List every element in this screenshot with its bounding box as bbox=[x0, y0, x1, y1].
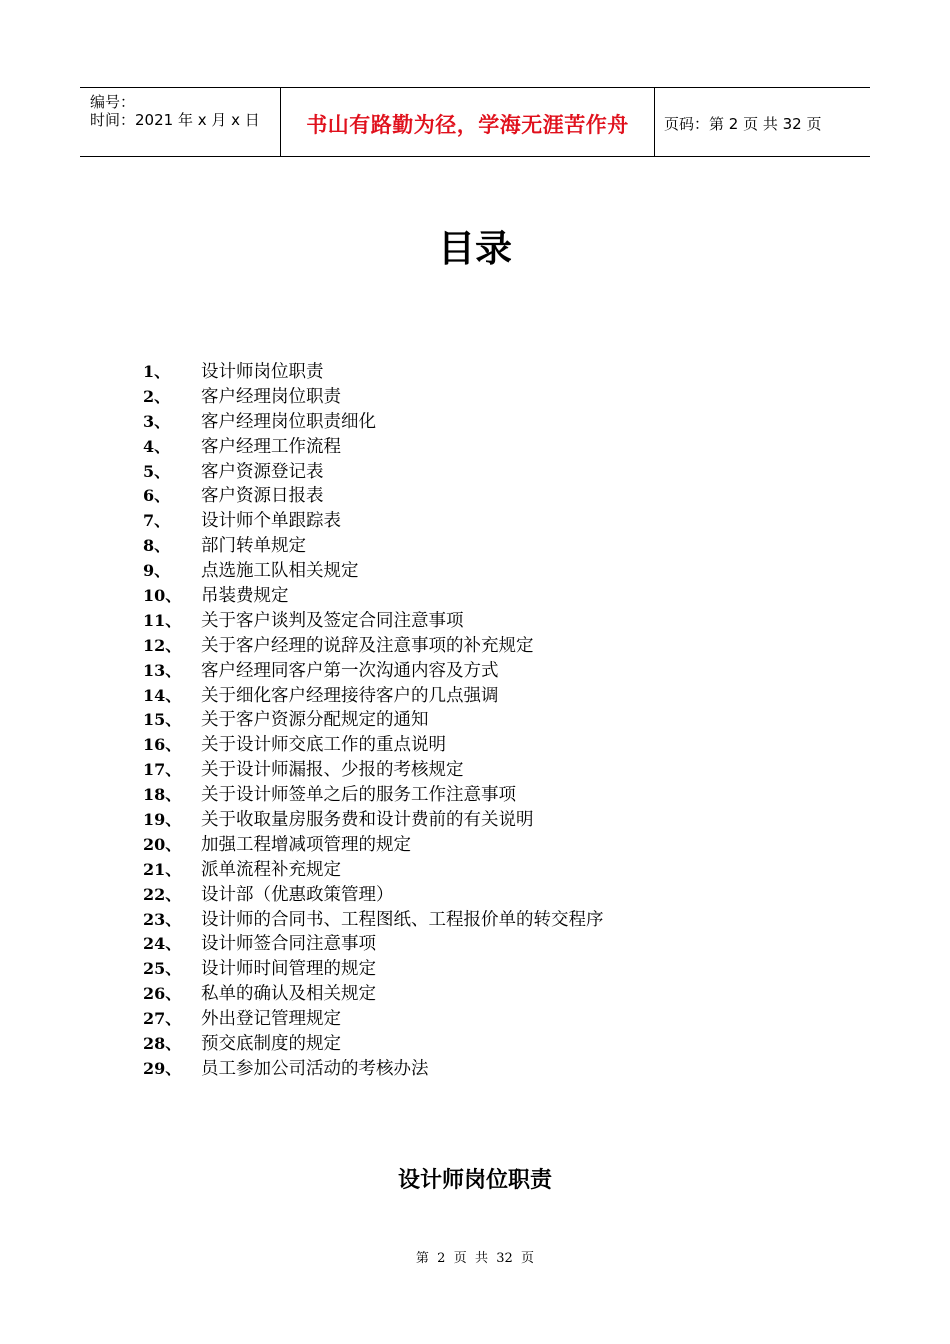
toc-item-number: 20、 bbox=[143, 834, 182, 854]
section-heading: 设计师岗位职责 bbox=[397, 1167, 552, 1193]
toc-item-text: 员工参加公司活动的考核办法 bbox=[201, 1058, 429, 1079]
toc-item bbox=[143, 534, 604, 559]
toc-item-text: 关于客户谈判及签定合同注意事项 bbox=[201, 610, 464, 631]
toc-item bbox=[143, 982, 604, 1007]
toc-item bbox=[143, 559, 604, 584]
toc-item bbox=[143, 484, 604, 509]
table-of-contents bbox=[143, 360, 604, 1082]
toc-item bbox=[143, 758, 604, 783]
toc-item-text: 部门转单规定 bbox=[201, 536, 306, 557]
toc-item-text: 私单的确认及相关规定 bbox=[201, 984, 376, 1005]
toc-item bbox=[143, 509, 604, 534]
toc-item-number: 6、 bbox=[143, 486, 171, 506]
toc-item-number: 14、 bbox=[143, 685, 182, 705]
page-title: 目录 bbox=[438, 227, 512, 270]
toc-item-number: 11、 bbox=[143, 610, 182, 630]
toc-item-number: 3、 bbox=[143, 411, 171, 431]
toc-item-text: 关于细化客户经理接待客户的几点强调 bbox=[201, 685, 499, 706]
toc-item-text: 关于客户资源分配规定的通知 bbox=[201, 710, 429, 731]
toc-item-text: 关于客户经理的说辞及注意事项的补充规定 bbox=[201, 635, 534, 656]
toc-item bbox=[143, 460, 604, 485]
toc-item-text: 外出登记管理规定 bbox=[201, 1009, 341, 1030]
toc-item bbox=[143, 584, 604, 609]
toc-item-number: 13、 bbox=[143, 660, 182, 680]
toc-item bbox=[143, 783, 604, 808]
toc-item-text: 关于设计师漏报、少报的考核规定 bbox=[201, 760, 464, 781]
toc-item-number: 21、 bbox=[143, 859, 182, 879]
toc-item-text: 关于设计师签单之后的服务工作注意事项 bbox=[201, 785, 516, 806]
toc-item bbox=[143, 385, 604, 410]
toc-item-text: 关于设计师交底工作的重点说明 bbox=[201, 735, 446, 756]
toc-item-number: 25、 bbox=[143, 959, 182, 979]
toc-item bbox=[143, 684, 604, 709]
toc-item-number: 4、 bbox=[143, 436, 171, 456]
toc-item-number: 2、 bbox=[143, 386, 171, 406]
toc-item-text: 设计部（优惠政策管理） bbox=[201, 884, 394, 905]
toc-item-number: 5、 bbox=[143, 461, 171, 481]
toc-item-number: 19、 bbox=[143, 810, 182, 830]
toc-item bbox=[143, 634, 604, 659]
toc-item-number: 10、 bbox=[143, 586, 182, 606]
toc-item-text: 客户资源登记表 bbox=[201, 461, 324, 482]
header-info-cell bbox=[80, 88, 281, 156]
toc-item bbox=[143, 435, 604, 460]
toc-item bbox=[143, 733, 604, 758]
toc-item bbox=[143, 609, 604, 634]
toc-item-number: 26、 bbox=[143, 984, 182, 1004]
toc-item-text: 点选施工队相关规定 bbox=[201, 561, 359, 582]
toc-item-number: 28、 bbox=[143, 1034, 182, 1054]
toc-item bbox=[143, 908, 604, 933]
toc-item-text: 客户经理岗位职责细化 bbox=[201, 411, 376, 432]
toc-item-number: 22、 bbox=[143, 884, 182, 904]
toc-item bbox=[143, 957, 604, 982]
toc-item-text: 客户经理岗位职责 bbox=[201, 386, 341, 407]
toc-item-number: 15、 bbox=[143, 710, 182, 730]
toc-item-text: 设计师签合同注意事项 bbox=[201, 934, 376, 955]
toc-item-text: 客户经理同客户第一次沟通内容及方式 bbox=[201, 660, 499, 681]
header-page-info: 页码：第 2 页 共 32 页 bbox=[664, 115, 822, 133]
toc-item bbox=[143, 932, 604, 957]
toc-item bbox=[143, 708, 604, 733]
toc-item-number: 7、 bbox=[143, 511, 171, 531]
toc-item-number: 8、 bbox=[143, 536, 171, 556]
toc-item-number: 9、 bbox=[143, 561, 171, 581]
toc-item-text: 加强工程增减项管理的规定 bbox=[201, 834, 411, 855]
toc-item bbox=[143, 833, 604, 858]
toc-item-number: 16、 bbox=[143, 735, 182, 755]
toc-item-text: 客户经理工作流程 bbox=[201, 436, 341, 457]
document-number-label: 编号： bbox=[90, 93, 136, 111]
toc-item-text: 设计师岗位职责 bbox=[201, 362, 324, 382]
header-motto-cell bbox=[281, 88, 655, 156]
toc-item bbox=[143, 1057, 604, 1082]
toc-item-number: 1、 bbox=[143, 362, 171, 381]
toc-item-text: 客户资源日报表 bbox=[201, 486, 324, 507]
toc-item bbox=[143, 1032, 604, 1057]
toc-item bbox=[143, 659, 604, 684]
toc-item-text: 设计师时间管理的规定 bbox=[201, 959, 376, 980]
toc-item-text: 设计师个单跟踪表 bbox=[201, 511, 341, 532]
header-page-cell bbox=[655, 88, 870, 156]
toc-item bbox=[143, 1007, 604, 1032]
toc-item bbox=[143, 808, 604, 833]
toc-item-number: 23、 bbox=[143, 909, 182, 929]
toc-item bbox=[143, 883, 604, 908]
toc-item-number: 29、 bbox=[143, 1058, 182, 1078]
toc-item bbox=[143, 858, 604, 883]
toc-item bbox=[143, 410, 604, 435]
toc-item-text: 派单流程补充规定 bbox=[201, 859, 341, 880]
toc-item-text: 设计师的合同书、工程图纸、工程报价单的转交程序 bbox=[201, 909, 604, 930]
toc-item-number: 24、 bbox=[143, 934, 182, 954]
page-footer: 第 2 页 共 32 页 bbox=[415, 1251, 535, 1266]
toc-item-number: 17、 bbox=[143, 760, 182, 780]
header-motto: 书山有路勤为径，学海无涯苦作舟 bbox=[306, 112, 629, 137]
toc-item-text: 预交底制度的规定 bbox=[201, 1034, 341, 1055]
toc-item-number: 12、 bbox=[143, 635, 182, 655]
toc-item-number: 27、 bbox=[143, 1009, 182, 1029]
toc-item bbox=[143, 360, 604, 385]
page-header bbox=[80, 87, 870, 157]
toc-item-number: 18、 bbox=[143, 785, 182, 805]
document-date-label: 时间：2021 年 x 月 x 日 bbox=[90, 111, 260, 129]
toc-item-text: 吊装费规定 bbox=[201, 586, 289, 607]
toc-item-text: 关于收取量房服务费和设计费前的有关说明 bbox=[201, 810, 534, 831]
